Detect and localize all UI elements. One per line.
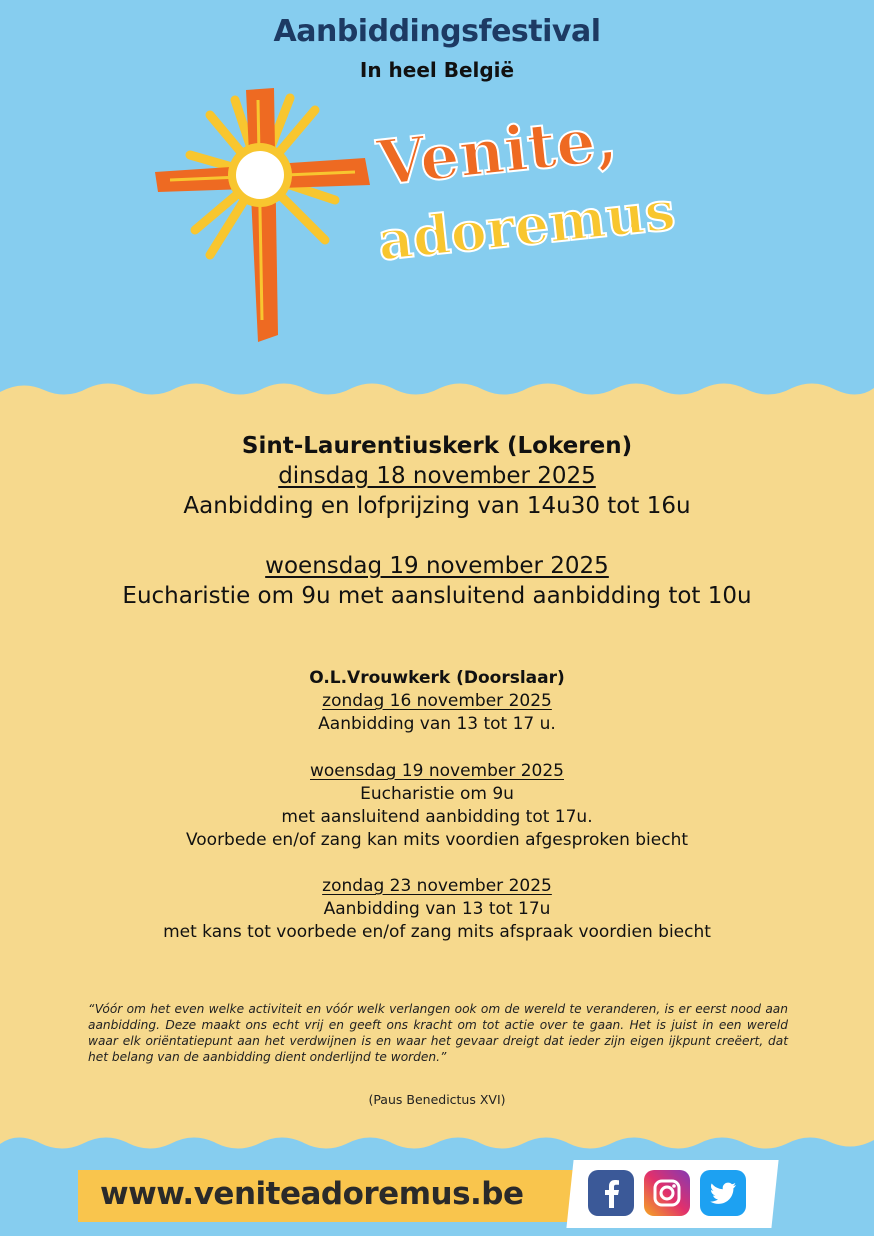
pope-quote: “Vóór om het even welke activiteit en vóór welk verlangen ook om de wereld te veranderen, is er eerst nood aan aanbidding. Deze maakt ons echt vrij en geeft ons kracht om tot actie over te gaan. Het is juist in een wereld waar elk oriëntatiepunt aan het verdwijnen is en waar het gevaar dreigt dat ieder zijn eigen ijkpunt creëert, dat het belang van de aanbidding dient onderlijnd te worden.” [88, 1002, 788, 1064]
church2-desc2a: Eucharistie om 9u [360, 784, 514, 804]
twitter-icon[interactable] [700, 1170, 746, 1216]
church1-desc1: Aanbidding en lofprijzing van 14u30 tot 16u [183, 493, 691, 519]
church1-name: Sint-Laurentiuskerk (Lokeren) [241, 433, 633, 459]
church1-date1: dinsdag 18 november 2025 [278, 463, 596, 489]
church2-date1: zondag 16 november 2025 [322, 691, 552, 711]
church1-date2: woensdag 19 november 2025 [265, 553, 609, 579]
church2-desc3b: met kans tot voorbede en/of zang mits afspraak voordien biecht [163, 922, 711, 942]
region-subtitle: In heel België [359, 58, 515, 82]
quote-author: (Paus Benedictus XVI) [368, 1092, 506, 1107]
church2-date3: zondag 23 november 2025 [322, 876, 552, 896]
venite-adoremus-logo [150, 80, 730, 350]
church2-date2: woensdag 19 november 2025 [310, 761, 564, 781]
sun-cross-icon [155, 88, 370, 342]
logo-lettering [373, 102, 678, 273]
website-link[interactable]: www.veniteadoremus.be [100, 1176, 524, 1212]
logo-line1: Venite, [373, 102, 621, 200]
church2-desc2b: met aansluitend aanbidding tot 17u. [281, 807, 593, 827]
church2-name: O.L.Vrouwkerk (Doorslaar) [309, 668, 565, 688]
church2-desc1: Aanbidding van 13 tot 17 u. [318, 714, 556, 734]
facebook-icon[interactable] [588, 1170, 634, 1216]
church1-desc2: Eucharistie om 9u met aansluitend aanbidding tot 10u [122, 583, 752, 609]
instagram-icon[interactable] [644, 1170, 690, 1216]
logo-line2: adoremus [374, 178, 679, 273]
festival-title: Aanbiddingsfestival [273, 14, 601, 49]
church2-desc2c: Voorbede en/of zang kan mits voordien afgesproken biecht [185, 830, 689, 850]
church2-desc3a: Aanbidding van 13 tot 17u [323, 899, 551, 919]
